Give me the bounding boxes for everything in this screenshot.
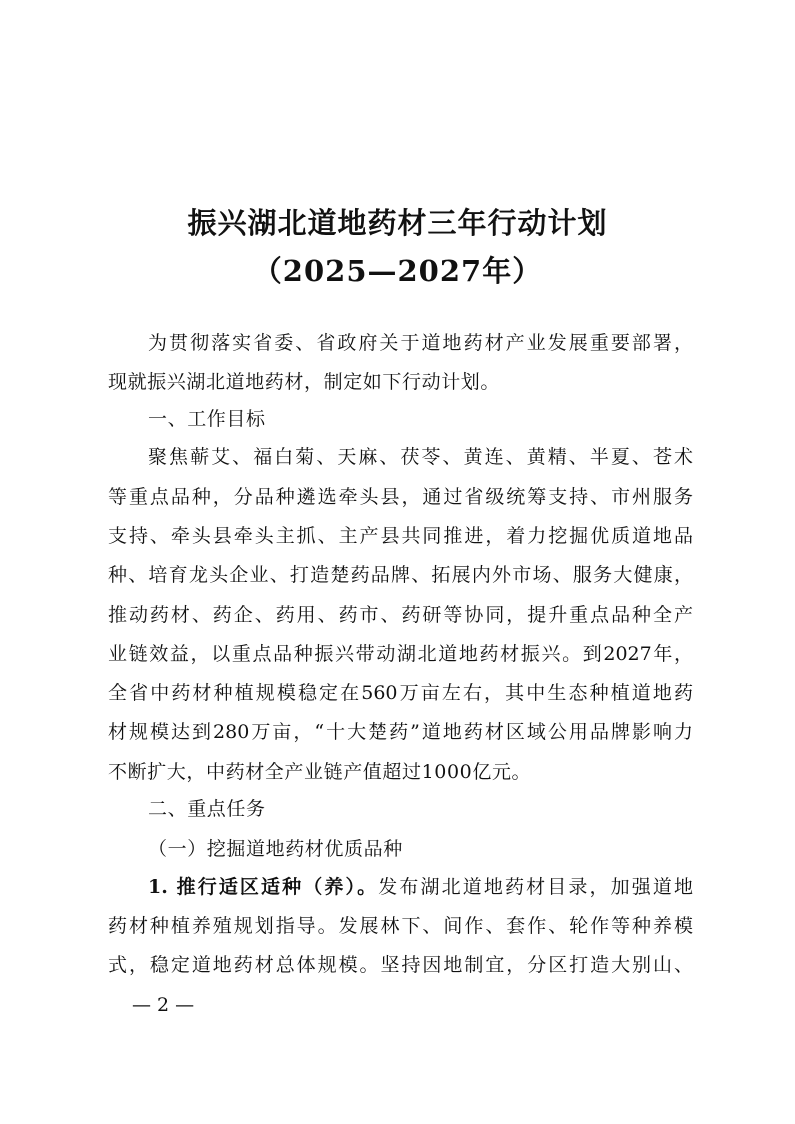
goals-line-3: 支持、牵头县牵头主抓、主产县共同推进，着力挖掘优质道地品	[108, 525, 693, 547]
document-title: 振兴湖北道地药材三年行动计划	[187, 206, 608, 240]
goals-line-4: 种、培育龙头企业、打造楚药品牌、拓展内外市场、服务大健康，	[108, 564, 693, 586]
goals-line-8: 材规模达到280万亩，“十大楚药”道地药材区域公用品牌影响力	[108, 721, 693, 743]
item1-line-3: 式，稳定道地药材总体规模。坚持因地制宜，分区打造大别山、	[108, 954, 693, 976]
section-heading-tasks: 二、重点任务	[148, 798, 266, 820]
goals-line-5: 推动药材、药企、药用、药市、药研等协同，提升重点品种全产	[108, 604, 693, 626]
subsection-heading-varieties: （一）挖掘道地药材优质品种	[148, 838, 403, 860]
goals-line-1: 聚焦蕲艾、福白菊、天麻、茯苓、黄连、黄精、半夏、苍术	[148, 446, 693, 468]
goals-line-7: 全省中药材种植规模稳定在560万亩左右，其中生态种植道地药	[108, 682, 693, 704]
item1-bold-lead: 1. 推行适区适种（养）。	[148, 876, 379, 898]
page-number: — 2 —	[132, 994, 195, 1016]
item1-line-2: 药材种植养殖规划指导。发展林下、间作、套作、轮作等种养模	[108, 915, 693, 937]
document-subtitle-years: （2025—2027年）	[252, 254, 543, 288]
goals-line-6: 业链效益，以重点品种振兴带动湖北道地药材振兴。到2027年，	[108, 643, 693, 665]
goals-line-2: 等重点品种，分品种遴选牵头县，通过省级统筹支持、市州服务	[108, 486, 693, 508]
intro-line-1: 为贯彻落实省委、省政府关于道地药材产业发展重要部署，	[148, 332, 693, 354]
intro-line-2: 现就振兴湖北道地药材，制定如下行动计划。	[108, 371, 501, 393]
item1-line-1-text: 发布湖北道地药材目录，加强道地	[378, 876, 693, 898]
goals-line-9: 不断扩大，中药材全产业链产值超过1000亿元。	[108, 761, 532, 783]
section-heading-goals: 一、工作目标	[148, 408, 266, 430]
item1-line-1	[148, 873, 693, 901]
